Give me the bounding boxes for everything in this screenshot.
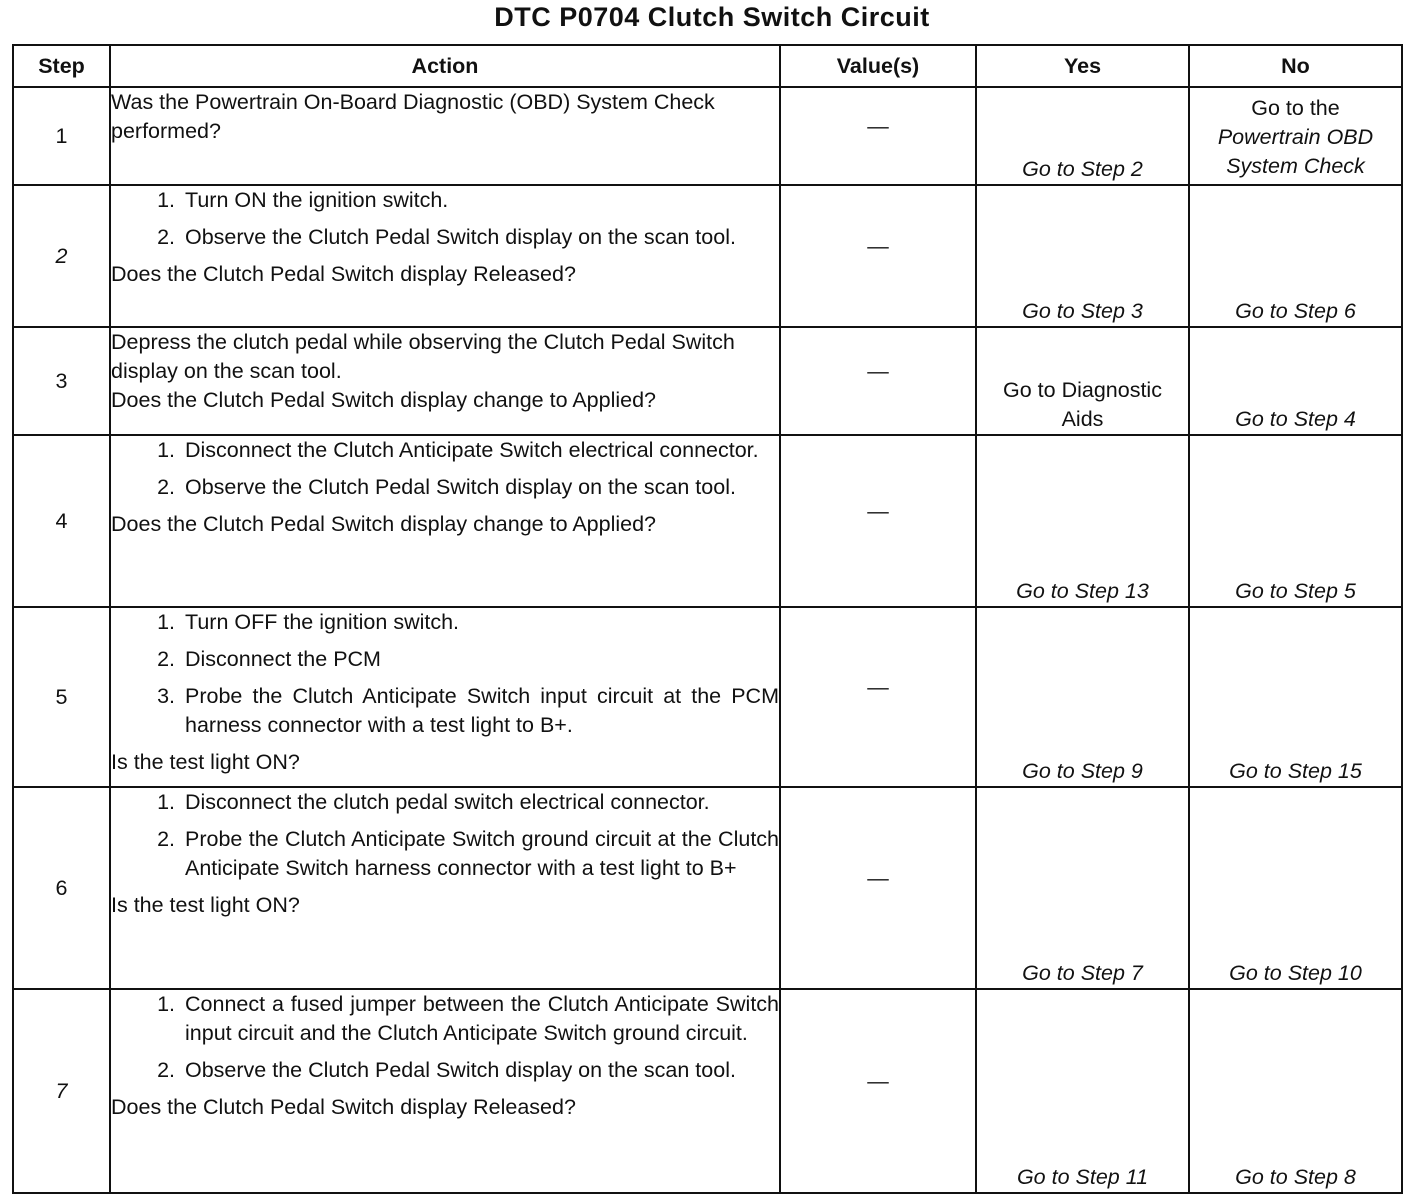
action-step-item [111,682,779,740]
no-cell [1189,185,1402,327]
no-text: Go to Step 6 [1235,299,1356,323]
no-text: Go to the [1251,96,1340,120]
action-step-number: 2. [157,647,175,671]
action-step-number: 2. [157,225,175,249]
table-header-row [13,45,1402,87]
header-yes: Yes [976,45,1189,87]
no-cell [1189,989,1402,1193]
value-cell [780,607,976,787]
step-number: 3 [13,327,110,435]
value-text: — [867,865,889,890]
action-step-item [111,608,779,637]
value-text: — [867,498,889,523]
value-text: — [867,674,889,699]
action-question: Does the Clutch Pedal Switch display Released? [111,1095,576,1119]
action-step-number: 1. [157,438,175,462]
action-text: Was the Powertrain On-Board Diagnostic (OBD) System Check performed? [111,90,715,143]
action-question: Does the Clutch Pedal Switch display change to Applied? [111,512,657,536]
yes-text: Go to Diagnostic Aids [1003,378,1162,431]
action-step-item [111,473,779,502]
value-text: — [867,358,889,383]
action-cell [110,787,780,989]
action-steps [111,608,779,740]
step-number: 2 [13,185,110,327]
value-cell [780,787,976,989]
header-no: No [1189,45,1402,87]
step-number: 1 [13,87,110,185]
action-steps [111,990,779,1085]
table-row [13,435,1402,607]
yes-cell [976,787,1189,989]
action-step-item [111,186,779,215]
action-question: Does the Clutch Pedal Switch display change to Applied? [111,388,657,412]
value-text: — [867,113,889,138]
action-step-number: 2. [157,475,175,499]
no-cell [1189,327,1402,435]
value-cell [780,185,976,327]
action-cell [110,607,780,787]
step-number: 7 [13,989,110,1193]
action-step-item [111,788,779,817]
action-step-text: Turn OFF the ignition switch. [185,610,460,634]
header-values: Value(s) [780,45,976,87]
action-step-number: 2. [157,1058,175,1082]
diagnostic-table [12,44,1403,1194]
action-step-text: Disconnect the PCM [185,647,381,671]
yes-cell [976,435,1189,607]
action-steps [111,436,779,502]
action-step-text: Observe the Clutch Pedal Switch display on the scan tool. [185,475,736,499]
no-text-link: Powertrain OBD System Check [1217,125,1374,178]
table-row [13,327,1402,435]
value-text: — [867,1068,889,1093]
value-cell [780,989,976,1193]
step-number: 5 [13,607,110,787]
table-body [13,87,1402,1193]
yes-text: Go to Step 13 [1016,579,1149,603]
action-question: Does the Clutch Pedal Switch display Released? [111,262,576,286]
action-step-item [111,990,779,1048]
action-step-text: Disconnect the clutch pedal switch electrical connector. [185,790,710,814]
no-text: Go to Step 15 [1229,759,1362,783]
yes-cell [976,87,1189,185]
yes-cell [976,607,1189,787]
action-question: Is the test light ON? [111,893,300,917]
no-text: Go to Step 8 [1235,1165,1356,1189]
action-step-text: Turn ON the ignition switch. [185,188,449,212]
action-step-text: Observe the Clutch Pedal Switch display on the scan tool. [185,225,736,249]
table-row [13,185,1402,327]
action-step-text: Connect a fused jumper between the Clutch Anticipate Switch input circuit and the Clutch Anticipate Switch ground circuit. [185,992,779,1045]
action-cell [110,185,780,327]
action-cell [110,327,780,435]
action-step-number: 1. [157,188,175,212]
no-text: Go to Step 5 [1235,579,1356,603]
value-text: — [867,233,889,258]
action-step-item [111,436,779,465]
action-cell [110,989,780,1193]
action-text: Depress the clutch pedal while observing the Clutch Pedal Switch display on the scan tool. [111,330,735,383]
action-steps [111,788,779,883]
action-step-text: Disconnect the Clutch Anticipate Switch electrical connector. [185,438,759,462]
step-number: 6 [13,787,110,989]
action-step-text: Probe the Clutch Anticipate Switch input circuit at the PCM harness connector with a test light to B+. [185,684,779,737]
no-text: Go to Step 10 [1229,961,1362,985]
header-step: Step [13,45,110,87]
yes-text: Go to Step 11 [1016,1165,1149,1189]
action-step-text: Observe the Clutch Pedal Switch display on the scan tool. [185,1058,736,1082]
action-step-number: 1. [157,790,175,814]
yes-text: Go to Step 7 [1022,961,1143,985]
no-cell [1189,87,1402,185]
table-row [13,607,1402,787]
table-row [13,989,1402,1193]
action-step-item [111,645,779,674]
action-step-number: 2. [157,827,175,851]
action-step-item [111,825,779,883]
yes-text: Go to Step 2 [1022,157,1143,181]
action-step-item [111,1056,779,1085]
action-step-number: 1. [157,992,175,1016]
step-number: 4 [13,435,110,607]
no-text: Go to Step 4 [1235,407,1356,431]
action-question: Is the test light ON? [111,750,300,774]
yes-text: Go to Step 3 [1022,299,1143,323]
action-step-item [111,223,779,252]
action-cell [110,435,780,607]
value-cell [780,327,976,435]
action-step-text: Probe the Clutch Anticipate Switch ground circuit at the Clutch Anticipate Switch harness connector with a test light to B+ [185,827,779,880]
table-row [13,787,1402,989]
header-action: Action [110,45,780,87]
action-steps [111,186,779,252]
action-cell [110,87,780,185]
yes-text: Go to Step 9 [1022,759,1143,783]
value-cell [780,87,976,185]
no-cell [1189,787,1402,989]
no-cell [1189,435,1402,607]
action-step-number: 3. [157,684,175,708]
value-cell [780,435,976,607]
yes-cell [976,989,1189,1193]
page-title: DTC P0704 Clutch Switch Circuit [494,2,930,32]
action-step-number: 1. [157,610,175,634]
no-cell [1189,607,1402,787]
yes-cell [976,327,1189,435]
yes-cell [976,185,1189,327]
table-row [13,87,1402,185]
